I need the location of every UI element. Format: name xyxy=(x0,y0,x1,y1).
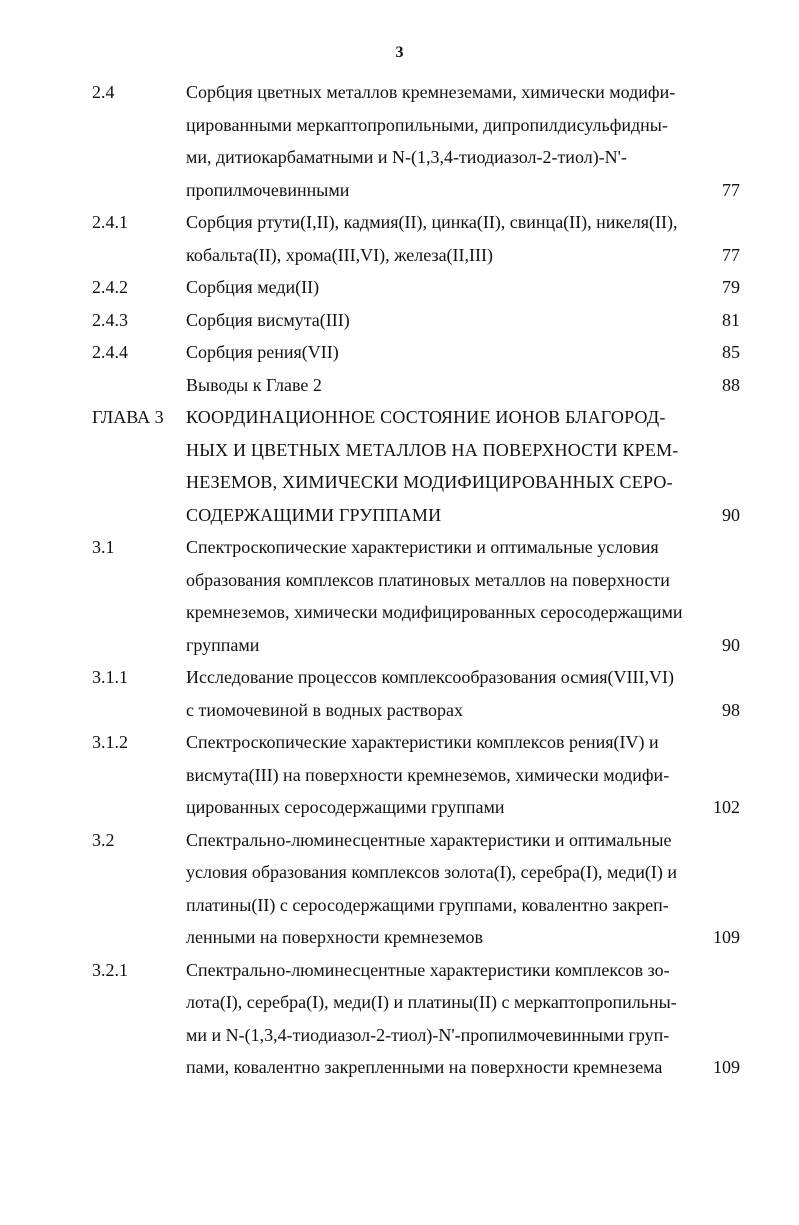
toc-entry-title xyxy=(186,76,686,206)
toc-entry-title-line: группами xyxy=(186,634,260,655)
toc-entry xyxy=(0,726,799,824)
toc-entry-title-line: Сорбция висмута(III) xyxy=(186,309,350,330)
toc-entry-title xyxy=(186,531,686,661)
toc-entry-page: 109 xyxy=(713,927,740,947)
toc-entry-title-line: Спектрально-люминесцентные характеристики комплексов зо- xyxy=(186,959,670,980)
toc-entry-title-line: КООРДИНАЦИОННОЕ СОСТОЯНИЕ ИОНОВ БЛАГОРОД- xyxy=(186,407,666,427)
toc-entry-title-line: лота(I), серебра(I), меди(I) и платины(II) с меркаптопропильны- xyxy=(186,992,677,1012)
toc-entry-page: 109 xyxy=(713,1057,740,1077)
toc-entry-title-line: Исследование процессов комплексообразования осмия(VIII,VI) xyxy=(186,667,674,687)
toc-entry-page: 79 xyxy=(722,277,740,297)
toc-entry-number: 2.4.4 xyxy=(92,342,128,362)
toc-entry-title-line: образования комплексов платиновых металлов на поверхности xyxy=(186,569,670,590)
toc-entry-title xyxy=(186,336,686,369)
table-of-contents xyxy=(0,76,799,1084)
toc-entry-page: 102 xyxy=(713,797,740,817)
toc-entry xyxy=(0,304,799,337)
toc-entry-title-line: НЫХ И ЦВЕТНЫХ МЕТАЛЛОВ НА ПОВЕРХНОСТИ КРЕМ- xyxy=(186,439,679,460)
toc-entry xyxy=(0,531,799,661)
toc-entry-title xyxy=(186,824,686,954)
toc-entry-number: 2.4.2 xyxy=(92,277,128,297)
toc-entry xyxy=(0,336,799,369)
toc-entry-title-line: условия образования комплексов золота(I), серебра(I), меди(I) и xyxy=(186,862,678,882)
toc-entry xyxy=(0,369,799,402)
toc-entry-number: 3.1.1 xyxy=(92,667,128,687)
toc-entry-title xyxy=(186,369,686,402)
toc-entry-page: 88 xyxy=(722,374,740,395)
toc-entry-title-line: ми, дитиокарбаматными и N-(1,3,4-тиодиазол-2-тиол)-N'- xyxy=(186,147,627,167)
toc-entry-title-line: Спектрально-люминесцентные характеристики и оптимальные xyxy=(186,829,672,850)
toc-entry-title-line: Спектроскопические характеристики и оптимальные условия xyxy=(186,537,659,557)
toc-entry-number: 3.1.2 xyxy=(92,732,128,752)
toc-entry-page: 90 xyxy=(722,634,740,655)
toc-entry-title-line: Выводы к Главе 2 xyxy=(186,374,322,395)
toc-entry-number: ГЛАВА 3 xyxy=(92,407,164,427)
toc-entry xyxy=(0,76,799,206)
toc-entry-number: 3.1 xyxy=(92,537,115,557)
toc-entry-title xyxy=(186,304,686,337)
toc-entry-title xyxy=(186,206,686,271)
toc-entry-title-line: цированными меркаптопропильными, дипропилдисульфидны- xyxy=(186,114,668,135)
toc-entry xyxy=(0,954,799,1084)
toc-entry-title-line: пропилмочевинными xyxy=(186,179,350,200)
toc-entry-page: 81 xyxy=(722,309,740,330)
toc-entry-title-line: Сорбция меди(II) xyxy=(186,277,320,297)
toc-entry-title-line: ленными на поверхности кремнеземов xyxy=(186,927,484,947)
toc-entry xyxy=(0,206,799,271)
toc-entry-title xyxy=(186,401,686,531)
toc-entry-title-line: НЕЗЕМОВ, ХИМИЧЕСКИ МОДИФИЦИРОВАННЫХ СЕРО- xyxy=(186,472,673,492)
toc-entry-title-line: висмута(III) на поверхности кремнеземов, химически модифи- xyxy=(186,764,670,785)
toc-entry xyxy=(0,661,799,726)
toc-entry-page: 85 xyxy=(722,342,740,362)
toc-entry-page: 98 xyxy=(722,699,740,720)
toc-entry-title-line: кремнеземов, химически модифицированных серосодержащими xyxy=(186,602,683,622)
toc-entry-title xyxy=(186,661,686,726)
toc-entry xyxy=(0,271,799,304)
toc-entry-title-line: Сорбция рения(VII) xyxy=(186,342,339,362)
toc-entry-title-line: кобальта(II), хрома(III,VI), железа(II,III) xyxy=(186,244,494,265)
toc-entry-number: 2.4 xyxy=(92,82,115,102)
toc-entry-title-line: Спектроскопические характеристики комплексов рения(IV) и xyxy=(186,732,659,752)
toc-entry-title-line: СОДЕРЖАЩИМИ ГРУППАМИ xyxy=(186,504,442,525)
toc-entry-number: 2.4.3 xyxy=(92,309,128,330)
toc-entry-title-line: платины(II) с серосодержащими группами, ковалентно закреп- xyxy=(186,894,669,915)
toc-entry xyxy=(0,824,799,954)
toc-entry-title-line: пами, ковалентно закрепленными на поверхности кремнезема xyxy=(186,1057,663,1077)
toc-entry-title-line: Сорбция ртути(I,II), кадмия(II), цинка(II), свинца(II), никеля(II), xyxy=(186,212,678,232)
toc-entry-title xyxy=(186,954,686,1084)
toc-entry-number: 3.2 xyxy=(92,829,115,850)
toc-entry-title-line: ми и N-(1,3,4-тиодиазол-2-тиол)-N'-пропилмочевинными груп- xyxy=(186,1024,670,1045)
toc-entry-page: 90 xyxy=(722,504,740,525)
toc-entry-page: 77 xyxy=(722,244,740,265)
toc-entry-title-line: с тиомочевиной в водных растворах xyxy=(186,699,463,720)
page-number: 3 xyxy=(395,44,404,61)
toc-entry-number: 2.4.1 xyxy=(92,212,128,232)
toc-entry-title-line: Сорбция цветных металлов кремнеземами, химически модифи- xyxy=(186,82,676,102)
toc-entry-number: 3.2.1 xyxy=(92,959,128,980)
toc-entry xyxy=(0,401,799,531)
toc-entry-title xyxy=(186,271,686,304)
toc-entry-title xyxy=(186,726,686,824)
toc-entry-page: 77 xyxy=(722,179,740,200)
toc-entry-title-line: цированных серосодержащими группами xyxy=(186,797,505,817)
